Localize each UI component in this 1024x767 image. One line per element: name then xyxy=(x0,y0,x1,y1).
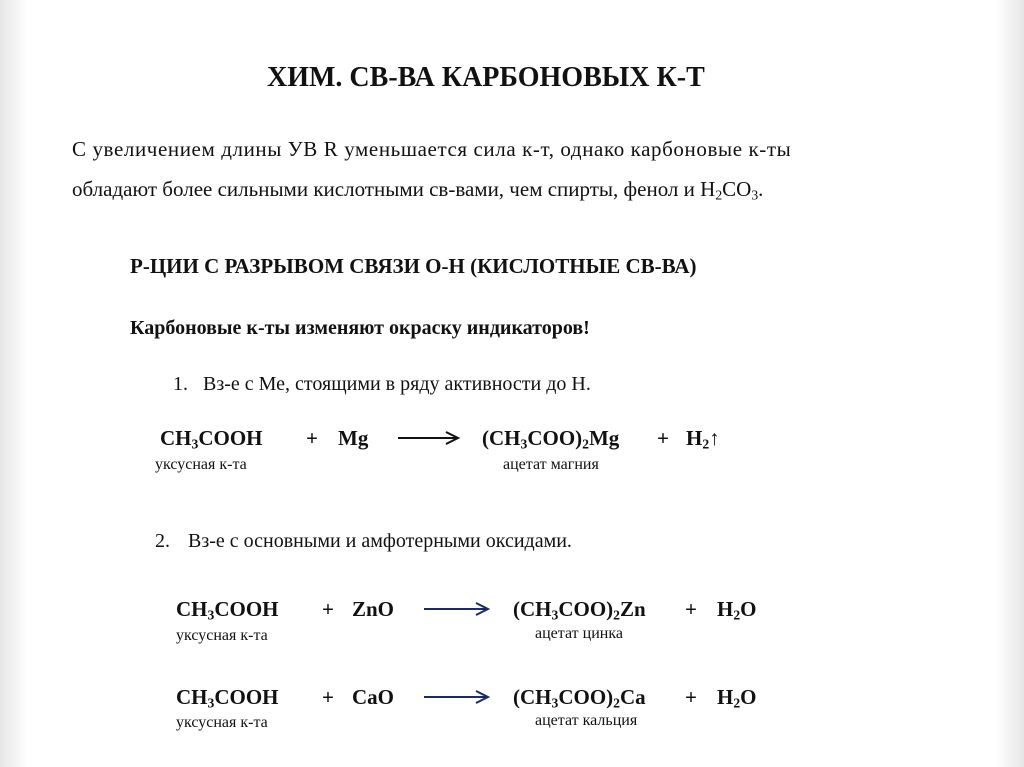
reaction-2-arrow-icon xyxy=(424,601,490,617)
reaction-2-reactant-1: $CH_3COOH$ xyxy=(176,597,279,623)
reaction-3-reactant-1: $CH_3COOH$ xyxy=(176,685,279,711)
reaction-1-product-1: $(CH_3COO)_2Mg$ xyxy=(482,426,620,452)
reaction-1-plus-2: + xyxy=(657,426,669,450)
reaction-2-label-product: ацетат цинка xyxy=(535,625,623,642)
right-edge-shadow xyxy=(996,0,1024,767)
list-item-1-text: Вз-е с Ме, стоящими в ряду активности до Н. xyxy=(203,373,591,395)
reaction-2-label-reactant: уксусная к-та xyxy=(176,627,268,644)
reaction-1-reactant-2: Mg xyxy=(338,426,369,450)
reaction-1-reactant-1: $CH_3COOH$ xyxy=(160,426,263,452)
reaction-2-product-2: $H_2O$ xyxy=(717,597,757,623)
list-item-2-text: Вз-е с основными и амфотерными оксидами. xyxy=(188,530,572,552)
intro-line-2-end: . xyxy=(758,177,764,201)
left-edge-shadow xyxy=(0,0,28,767)
reaction-3-label-product: ацетат кальция xyxy=(535,712,638,729)
reaction-2-product-1: $(CH_3COO)_2Zn$ xyxy=(513,597,646,623)
section-heading: Р-ЦИИ С РАЗРЫВОМ СВЯЗИ О-Н (КИСЛОТНЫЕ СВ-ВА) xyxy=(130,254,697,278)
reaction-3-arrow-icon xyxy=(424,689,490,705)
intro-line-2 xyxy=(72,177,763,203)
reaction-3-reactant-2: CaO xyxy=(352,685,394,709)
indicator-note: Карбоновые к-ты изменяют окраску индикаторов! xyxy=(130,317,590,339)
list-item-2-number: 2. xyxy=(155,530,170,552)
reaction-3-product-1: $(CH_3COO)_2Ca$ xyxy=(513,685,646,711)
intro-line-2-sub: 2 xyxy=(715,187,723,203)
reaction-1-product-2: $H_2↑$ xyxy=(686,426,720,452)
list-item-1-number: 1. xyxy=(173,373,188,395)
intro-line-2-after: CO xyxy=(722,177,752,201)
reaction-3-plus-1: + xyxy=(322,685,334,709)
intro-line-2-text: обладают более сильными кислотными св-вами, чем спирты, фенол и H xyxy=(72,177,716,201)
reaction-1-label-reactant: уксусная к-та xyxy=(155,456,247,473)
reaction-3-label-reactant: уксусная к-та xyxy=(176,714,268,731)
reaction-1-plus-1: + xyxy=(306,426,318,450)
reaction-1-arrow-icon xyxy=(398,430,460,446)
reaction-2-plus-1: + xyxy=(322,597,334,621)
intro-line-2-sub2: 3 xyxy=(751,187,759,203)
intro-line-1: С увеличением длины УВ R уменьшается сила к-т, однако карбоновые к-ты xyxy=(72,137,792,161)
reaction-1-label-product: ацетат магния xyxy=(503,456,599,473)
reaction-2-plus-2: + xyxy=(685,597,697,621)
reaction-2-reactant-2: ZnO xyxy=(352,597,395,621)
page-title: ХИМ. СВ-ВА КАРБОНОВЫХ К-Т xyxy=(267,62,705,93)
reaction-3-product-2: $H_2O$ xyxy=(717,685,757,711)
reaction-3-plus-2: + xyxy=(685,685,697,709)
